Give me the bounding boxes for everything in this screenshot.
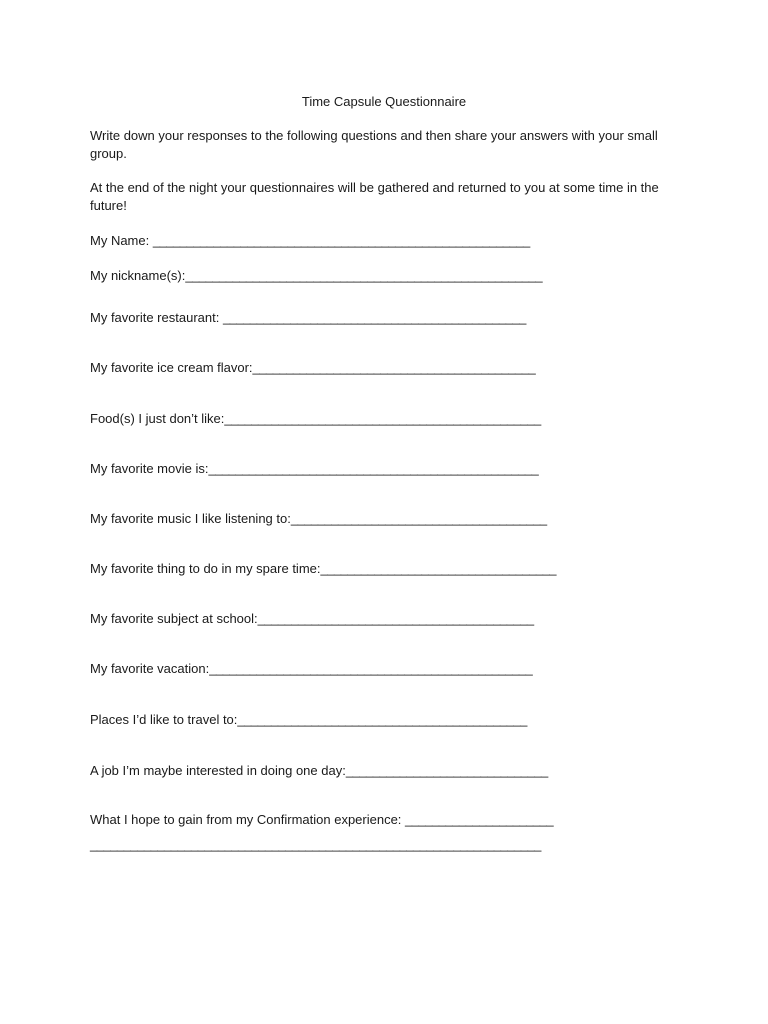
question-label: My favorite restaurant:: [90, 310, 223, 325]
question-ice-cream: [90, 359, 535, 376]
answer-blank[interactable]: _________________________________________________: [208, 461, 539, 476]
question-label: My favorite movie is:: [90, 461, 209, 476]
answer-blank[interactable]: _____________________________________________: [222, 310, 526, 325]
answer-blank[interactable]: ________________________________________________: [209, 661, 533, 676]
question-movie: [90, 460, 538, 477]
question-name: [90, 232, 530, 249]
question-food-dislike: [90, 410, 541, 427]
answer-blank-continuation[interactable]: ___________________________________________________________________: [90, 837, 541, 852]
question-label: What I hope to gain from my Confirmation experience:: [90, 812, 406, 827]
question-label: My favorite vacation:: [90, 661, 210, 676]
answer-blank[interactable]: _________________________________________: [257, 611, 534, 626]
question-job: [90, 762, 548, 779]
question-label: Places I’d like to travel to:: [90, 712, 238, 727]
answer-blank[interactable]: ________________________________________________________: [152, 233, 530, 248]
question-spare-time: [90, 560, 556, 577]
question-label: Food(s) I just don’t like:: [90, 411, 225, 426]
question-nickname: [90, 267, 542, 284]
answer-blank[interactable]: ___________________________________________: [237, 712, 527, 727]
intro-paragraph-1: Write down your responses to the following questions and then share your answers with your small group.: [90, 128, 658, 161]
question-label: My nickname(s):: [90, 268, 186, 283]
question-label: My favorite ice cream flavor:: [90, 360, 253, 375]
answer-blank[interactable]: ___________________________________: [320, 561, 557, 576]
question-vacation: [90, 660, 532, 677]
question-label: My favorite subject at school:: [90, 611, 258, 626]
answer-blank[interactable]: __________________________________________: [252, 360, 536, 375]
page-title: Time Capsule Questionnaire: [301, 94, 467, 109]
question-label: A job I’m maybe interested in doing one day:: [90, 763, 346, 778]
question-subject: [90, 610, 534, 627]
question-confirmation: [90, 811, 553, 828]
answer-blank[interactable]: _______________________________________________: [224, 411, 541, 426]
question-restaurant: [90, 309, 526, 326]
question-label: My favorite music I like listening to:: [90, 511, 291, 526]
question-label: My favorite thing to do in my spare time:: [90, 561, 321, 576]
answer-blank[interactable]: _____________________________________________________: [185, 268, 543, 283]
intro-paragraph-2: At the end of the night your questionnaires will be gathered and returned to you at some time in the future!: [90, 180, 659, 213]
question-music: [90, 510, 547, 527]
answer-blank[interactable]: ______________________: [405, 812, 554, 827]
question-label: My Name:: [90, 233, 153, 248]
question-travel: [90, 711, 527, 728]
answer-blank[interactable]: ______________________________: [345, 763, 548, 778]
answer-blank[interactable]: ______________________________________: [290, 511, 547, 526]
